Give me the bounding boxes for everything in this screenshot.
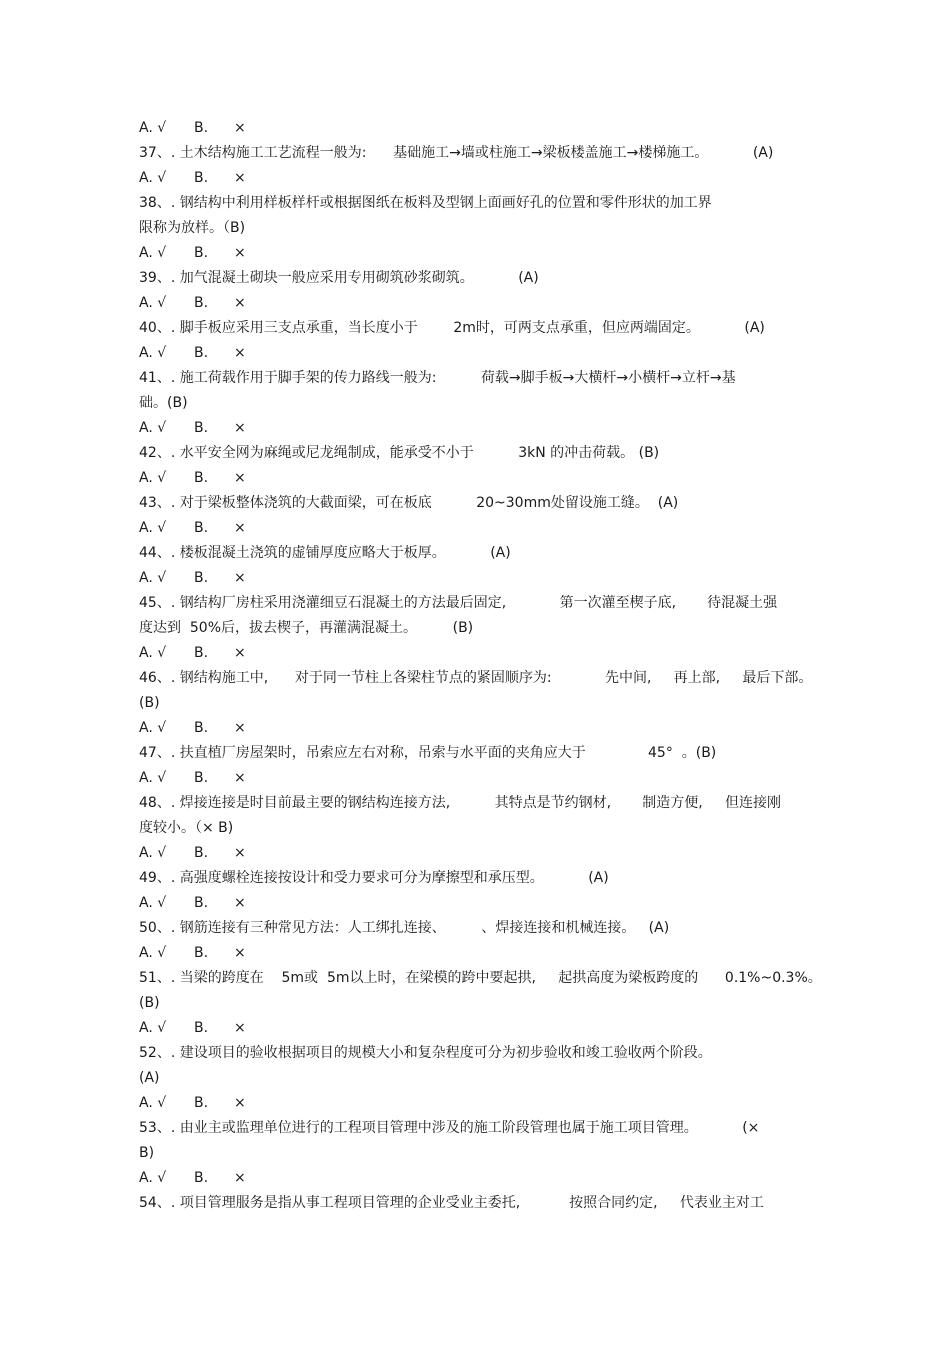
option-a-label: A. √ xyxy=(139,420,167,436)
answer-options-row xyxy=(139,1016,814,1041)
question-text-line: 52、. 建设项目的验收根据项目的规模大小和复杂程度可分为初步验收和竣工验收两个阶段。 xyxy=(139,1045,712,1061)
option-a-label: A. √ xyxy=(139,720,167,736)
answer-options-row xyxy=(139,291,814,316)
answer-options-row xyxy=(139,341,814,366)
option-b-label: B. xyxy=(194,420,209,436)
question-text-line: 度较小。（× B) xyxy=(139,820,234,836)
answer-options-row xyxy=(139,416,814,441)
option-x-label: × xyxy=(234,1170,246,1186)
option-x-label: × xyxy=(234,170,246,186)
answer-options-row xyxy=(139,1091,814,1116)
option-a-label: A. √ xyxy=(139,1020,167,1036)
option-b-label: B. xyxy=(194,470,209,486)
option-a-label: A. √ xyxy=(139,1170,167,1186)
option-x-label: × xyxy=(234,570,246,586)
answer-options-row xyxy=(139,1166,814,1191)
question-text-line: B) xyxy=(139,1145,155,1161)
answer-options-row xyxy=(139,766,814,791)
question-text-line: 45、. 钢结构厂房柱采用浇灌细豆石混凝土的方法最后固定, 第一次灌至楔子底, 待混凝土强 xyxy=(139,595,778,611)
question-text-line: 41、. 施工荷载作用于脚手架的传力路线一般为: 荷载→脚手板→大横杆→小横杆→立杆→基 xyxy=(139,370,736,386)
option-b-label: B. xyxy=(194,845,209,861)
option-a-label: A. √ xyxy=(139,470,167,486)
option-a-label: A. √ xyxy=(139,845,167,861)
question-text-line: 40、. 脚手板应采用三支点承重，当长度小于 2m时，可两支点承重，但应两端固定。 (A) xyxy=(139,320,765,336)
answer-options-row xyxy=(139,241,814,266)
option-x-label: × xyxy=(234,945,246,961)
option-a-label: A. √ xyxy=(139,245,167,261)
option-b-label: B. xyxy=(194,1170,209,1186)
question-text-line: 42、. 水平安全网为麻绳或尼龙绳制成，能承受不小于 3kN 的冲击荷载。 (B) xyxy=(139,445,660,461)
question-list xyxy=(139,116,822,1216)
option-x-label: × xyxy=(234,770,246,786)
option-b-label: B. xyxy=(194,645,209,661)
question-text-line: 44、. 楼板混凝土浇筑的虚铺厚度应略大于板厚。 (A) xyxy=(139,545,511,561)
option-x-label: × xyxy=(234,245,246,261)
option-b-label: B. xyxy=(194,170,209,186)
question-text-line: 49、. 高强度螺栓连接按设计和受力要求可分为摩擦型和承压型。 (A) xyxy=(139,870,609,886)
option-x-label: × xyxy=(234,645,246,661)
question-text-line: 38、. 钢结构中利用样板样杆或根据图纸在板料及型钢上面画好孔的位置和零件形状的加工界 xyxy=(139,195,712,211)
option-b-label: B. xyxy=(194,120,209,136)
question-text-line: 54、. 项目管理服务是指从事工程项目管理的企业受业主委托, 按照合同约定, 代表业主对工 xyxy=(139,1195,764,1211)
answer-options-row xyxy=(139,516,814,541)
option-a-label: A. √ xyxy=(139,170,167,186)
option-a-label: A. √ xyxy=(139,120,167,136)
question-text-line: 度达到 50%后，拔去楔子，再灌满混凝土。 (B) xyxy=(139,620,474,636)
question-text-line: 37、. 土木结构施工工艺流程一般为: 基础施工→墙或柱施工→梁板楼盖施工→楼梯施工。 (A) xyxy=(139,145,774,161)
option-a-label: A. √ xyxy=(139,520,167,536)
answer-options-row xyxy=(139,716,814,741)
question-text-line: 46、. 钢结构施工中, 对于同一节柱上各梁柱节点的紧固顺序为: 先中间, 再上部, 最后下部。 xyxy=(139,670,813,686)
answer-options-row xyxy=(139,466,814,491)
question-text-line: (B) xyxy=(139,695,160,711)
option-b-label: B. xyxy=(194,295,209,311)
option-x-label: × xyxy=(234,470,246,486)
option-x-label: × xyxy=(234,120,246,136)
option-a-label: A. √ xyxy=(139,770,167,786)
answer-options-row xyxy=(139,566,814,591)
question-text-line: 39、. 加气混凝土砌块一般应采用专用砌筑砂浆砌筑。 (A) xyxy=(139,270,539,286)
option-a-label: A. √ xyxy=(139,1095,167,1111)
option-b-label: B. xyxy=(194,770,209,786)
option-b-label: B. xyxy=(194,245,209,261)
question-text-line: (B) xyxy=(139,995,160,1011)
question-text-line: 51、. 当梁的跨度在 5m或 5m以上时，在梁模的跨中要起拱, 起拱高度为梁板跨度的 0.1%~0.3%。 xyxy=(139,970,822,986)
option-a-label: A. √ xyxy=(139,945,167,961)
option-b-label: B. xyxy=(194,520,209,536)
question-text-line: 47、. 扶直植厂房屋架时，吊索应左右对称，吊索与水平面的夹角应大于 45° 。(B) xyxy=(139,745,717,761)
option-x-label: × xyxy=(234,845,246,861)
option-a-label: A. √ xyxy=(139,895,167,911)
answer-options-row xyxy=(139,941,814,966)
question-text-line: 础。(B) xyxy=(139,395,188,411)
option-b-label: B. xyxy=(194,570,209,586)
option-a-label: A. √ xyxy=(139,345,167,361)
question-text-line: 50、. 钢筋连接有三种常见方法：人工绑扎连接、 、焊接连接和机械连接。 (A) xyxy=(139,920,670,936)
option-x-label: × xyxy=(234,1095,246,1111)
option-b-label: B. xyxy=(194,895,209,911)
answer-options-row xyxy=(139,116,814,141)
answer-options-row xyxy=(139,166,814,191)
option-x-label: × xyxy=(234,295,246,311)
option-a-label: A. √ xyxy=(139,570,167,586)
option-b-label: B. xyxy=(194,1095,209,1111)
answer-options-row xyxy=(139,891,814,916)
option-a-label: A. √ xyxy=(139,295,167,311)
option-x-label: × xyxy=(234,895,246,911)
option-x-label: × xyxy=(234,1020,246,1036)
question-text-line: 43、. 对于梁板整体浇筑的大截面梁，可在板底 20~30mm处留设施工缝。 (A) xyxy=(139,495,679,511)
option-b-label: B. xyxy=(194,1020,209,1036)
option-x-label: × xyxy=(234,345,246,361)
option-b-label: B. xyxy=(194,345,209,361)
question-text-line: 限称为放样。（B) xyxy=(139,220,246,236)
option-x-label: × xyxy=(234,420,246,436)
option-b-label: B. xyxy=(194,720,209,736)
question-text-line: 53、. 由业主或监理单位进行的工程项目管理中涉及的施工阶段管理也属于施工项目管理。 (× xyxy=(139,1120,760,1136)
question-text-line: 48、. 焊接连接是时目前最主要的钢结构连接方法, 其特点是节约钢材, 制造方便, 但连接刚 xyxy=(139,795,781,811)
answer-options-row xyxy=(139,641,814,666)
option-a-label: A. √ xyxy=(139,645,167,661)
answer-options-row xyxy=(139,841,814,866)
option-x-label: × xyxy=(234,520,246,536)
option-x-label: × xyxy=(234,720,246,736)
question-text-line: (A) xyxy=(139,1070,160,1086)
option-b-label: B. xyxy=(194,945,209,961)
